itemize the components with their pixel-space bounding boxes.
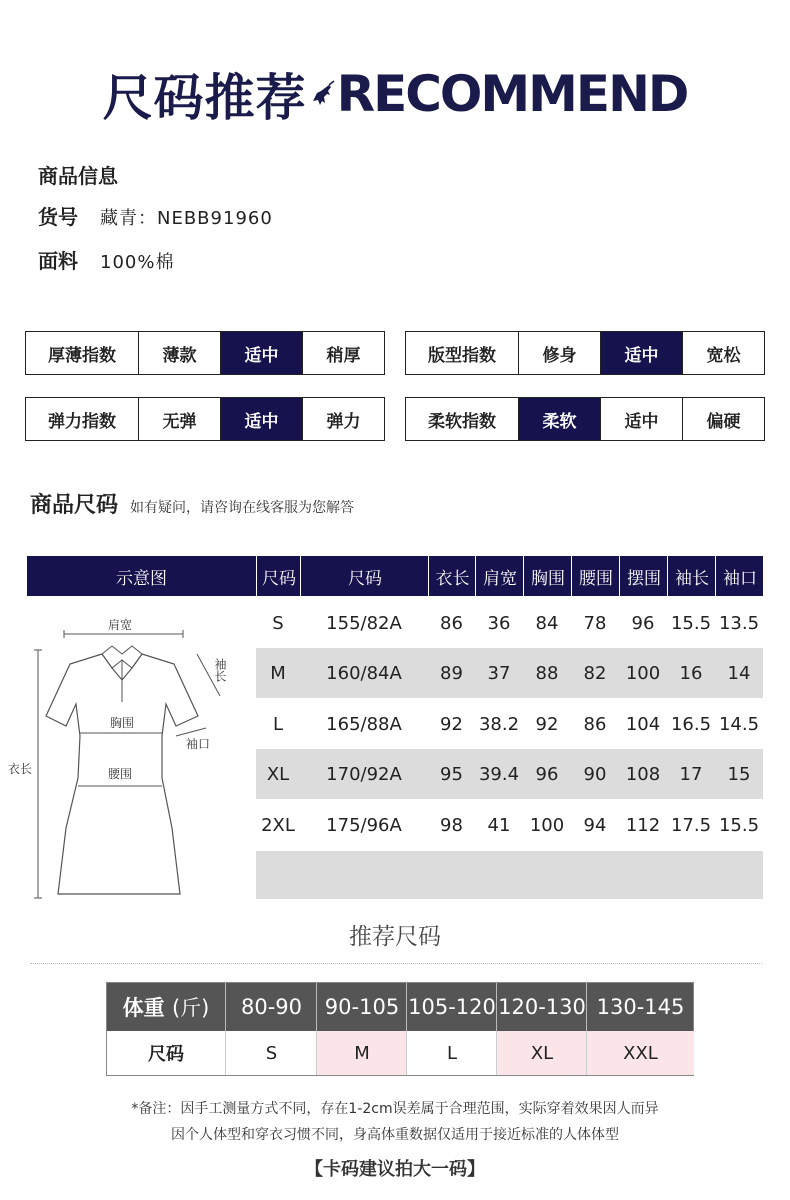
index-option: 弹力	[302, 398, 384, 440]
header-cuff: 袖口	[715, 556, 764, 596]
cell-hem: 108	[625, 763, 661, 785]
size-row-l	[256, 699, 763, 749]
size-section-subtitle: 如有疑问，请咨询在线客服为您解答	[130, 500, 355, 516]
cell-sleeve-length: 16.5	[670, 713, 712, 735]
size-row-2xl	[256, 800, 763, 850]
cell-length: 92	[440, 713, 463, 735]
cell-chest: 92	[535, 713, 559, 735]
index-option: 稍厚	[302, 332, 384, 374]
title-en: RECOMMEND	[336, 65, 688, 123]
recommend-table	[106, 982, 694, 1076]
size-cell: XL	[496, 1031, 587, 1075]
note-line-2: 因个人体型和穿衣习惯不同，身高体重数据仅适用于接近标准的人体体型	[171, 1127, 619, 1143]
size-cell: L	[406, 1031, 497, 1075]
index-option: 修身	[518, 332, 600, 374]
cell-length: 86	[440, 612, 463, 634]
cell-shoulder: 37	[487, 662, 511, 684]
item-number-value: 藏青：NEBB91960	[100, 208, 273, 229]
weight-cell: 80-90	[225, 983, 317, 1031]
softness-index	[405, 397, 765, 441]
cell-waist: 86	[583, 713, 607, 735]
header-chest: 胸围	[523, 556, 572, 596]
cell-shoulder: 39.4	[478, 763, 520, 785]
index-option: 无弹	[138, 398, 220, 440]
recommend-title: 推荐尺码	[349, 924, 441, 950]
page-header	[0, 58, 790, 128]
index-option-selected: 适中	[220, 332, 302, 374]
footer-tip: 【卡码建议拍大一码】	[305, 1159, 485, 1180]
header-size: 尺码	[256, 556, 301, 596]
fabric-value: 100%棉	[100, 252, 175, 273]
fabric-row	[38, 245, 174, 274]
size-row-empty	[256, 851, 763, 899]
cell-chest: 100	[529, 814, 565, 836]
cell-chest: 88	[535, 662, 559, 684]
cell-size: XL	[266, 763, 290, 785]
fit-index	[405, 331, 765, 375]
header-length: 衣长	[428, 556, 476, 596]
cell-hem: 96	[631, 612, 655, 634]
header-hem: 摆围	[619, 556, 668, 596]
index-option: 适中	[600, 398, 682, 440]
size-header: 尺码	[148, 1044, 184, 1065]
cell-cuff: 14	[727, 662, 751, 684]
cell-spec: 155/82A	[326, 612, 402, 634]
index-option: 宽松	[682, 332, 764, 374]
cell-sleeve-length: 16	[679, 662, 703, 684]
cell-size: L	[272, 713, 284, 735]
header-diagram: 示意图	[116, 568, 167, 589]
polo-horse-logo-icon	[309, 79, 335, 109]
dress-outline-icon	[0, 598, 256, 900]
cell-chest: 84	[535, 612, 559, 634]
thickness-index	[25, 331, 385, 375]
fabric-label: 面料	[38, 249, 78, 273]
cell-waist: 94	[583, 814, 607, 836]
size-row-xl	[256, 749, 763, 799]
cell-sleeve-length: 17.5	[670, 814, 712, 836]
cell-cuff: 15	[727, 763, 751, 785]
index-label: 弹力指数	[48, 411, 116, 432]
cell-hem: 104	[625, 713, 661, 735]
title-cn: 尺码推荐	[102, 69, 307, 127]
size-table-header	[27, 556, 763, 596]
note-line-1: *备注：因手工测量方式不同，存在1-2cm误差属于合理范围，实际穿着效果因人而异	[131, 1101, 659, 1117]
weight-cell: 130-145	[586, 983, 694, 1031]
weight-cell: 105-120	[406, 983, 497, 1031]
weight-header	[107, 983, 225, 1031]
size-row-m	[256, 648, 763, 698]
header-size-spec: 尺码	[300, 556, 429, 596]
cell-shoulder: 38.2	[478, 713, 520, 735]
index-option: 薄款	[138, 332, 220, 374]
size-row	[107, 1031, 693, 1075]
cell-cuff: 14.5	[718, 713, 760, 735]
cell-cuff: 13.5	[718, 612, 760, 634]
weight-header-label: 体重	[122, 996, 165, 1020]
cell-hem: 100	[625, 662, 661, 684]
dress-diagram	[0, 598, 256, 900]
cell-cuff: 15.5	[718, 814, 760, 836]
item-number-row	[38, 201, 273, 230]
cell-sleeve-length: 17	[679, 763, 703, 785]
cell-shoulder: 36	[487, 612, 511, 634]
cell-hem: 112	[625, 814, 661, 836]
size-section-title-row	[30, 488, 354, 519]
size-section-title: 商品尺码	[30, 493, 119, 518]
cell-spec: 175/96A	[326, 814, 402, 836]
diagram-chest-label: 胸围	[110, 716, 135, 730]
size-cell: M	[316, 1031, 407, 1075]
cell-spec: 160/84A	[326, 662, 402, 684]
cell-sleeve-length: 15.5	[670, 612, 712, 634]
index-option: 偏硬	[682, 398, 764, 440]
diagram-length-label: 衣长	[8, 762, 33, 776]
diagram-sleeve-label: 袖长	[213, 658, 227, 682]
size-cell: S	[225, 1031, 317, 1075]
item-number-label: 货号	[38, 205, 78, 229]
cell-chest: 96	[535, 763, 559, 785]
cell-waist: 90	[583, 763, 607, 785]
cell-spec: 170/92A	[326, 763, 402, 785]
header-waist: 腰围	[571, 556, 620, 596]
weight-row	[107, 983, 693, 1031]
cell-length: 89	[440, 662, 463, 684]
cell-length: 95	[440, 763, 463, 785]
weight-cell: 90-105	[316, 983, 407, 1031]
cell-size: S	[272, 612, 284, 634]
weight-unit: (斤)	[171, 996, 210, 1020]
cell-length: 98	[440, 814, 463, 836]
header-sleeve-length: 袖长	[667, 556, 716, 596]
cell-spec: 165/88A	[326, 713, 402, 735]
cell-waist: 78	[583, 612, 607, 634]
divider	[30, 963, 762, 964]
diagram-waist-label: 腰围	[108, 767, 133, 781]
index-label: 厚薄指数	[48, 345, 116, 366]
index-option-selected: 适中	[220, 398, 302, 440]
size-row-s	[256, 598, 763, 648]
cell-size: M	[270, 662, 286, 684]
size-cell: XXL	[586, 1031, 694, 1075]
index-label: 柔软指数	[428, 411, 496, 432]
index-option-selected: 柔软	[518, 398, 600, 440]
weight-cell: 120-130	[496, 983, 587, 1031]
cell-waist: 82	[583, 662, 607, 684]
elasticity-index	[25, 397, 385, 441]
index-label: 版型指数	[428, 345, 496, 366]
cell-size: 2XL	[261, 814, 295, 836]
product-info-heading: 商品信息	[38, 164, 118, 188]
index-option-selected: 适中	[600, 332, 682, 374]
diagram-shoulder-label: 肩宽	[108, 618, 133, 632]
cell-shoulder: 41	[487, 814, 511, 836]
diagram-cuff-label: 袖口	[186, 737, 211, 751]
header-shoulder: 肩宽	[475, 556, 524, 596]
